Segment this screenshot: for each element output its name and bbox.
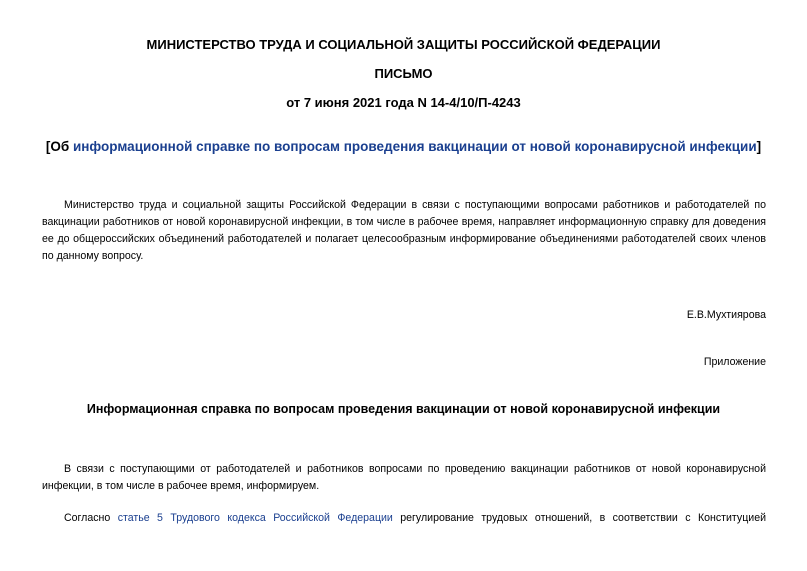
ministry-heading: МИНИСТЕРСТВО ТРУДА И СОЦИАЛЬНОЙ ЗАЩИТЫ РОССИЙСКОЙ ФЕДЕРАЦИИ [146,37,661,52]
appendix-title: Информационная справка по вопросам проведения вакцинации от новой коронавирусной инфекции [86,402,721,416]
title-open-bracket: [Об [45,139,73,154]
appendix-label: Приложение [703,356,766,368]
paragraph-text-start: Согласно [64,512,118,524]
reference-paragraph-2 [42,510,766,527]
reference-paragraph-1: В связи с поступающими от работодателей и работников вопросами по проведению вакцинации работников от новой коронавирусной инфекции, в том числе в рабочее время, информируем. [42,463,766,492]
title-close-bracket: ] [756,139,762,154]
labor-code-link[interactable]: статье 5 Трудового кодекса Российской Федерации [117,512,393,524]
document-date-number: от 7 июня 2021 года N 14-4/10/П-4243 [286,95,521,110]
document-title [0,138,807,155]
signature: Е.В.Мухтиярова [686,309,766,321]
document-type: ПИСЬМО [374,66,433,81]
paragraph-text-end: регулирование трудовых отношений, в соответствии с Конституцией [392,512,766,524]
title-link[interactable]: информационной справке по вопросам проведения вакцинации от новой коронавирусной инфекции [72,139,757,154]
letter-paragraph: Министерство труда и социальной защиты Российской Федерации в связи с поступающими вопросами работников и работодателей по вакцинации работников от новой коронавирусной инфекции, в том числе в рабочее время, направляет информационную справку для доведения ее до общероссийских объединений работодателей и полагает целесообразным информирование объединениями работодателей своих членов по данному вопросу. [42,199,766,262]
